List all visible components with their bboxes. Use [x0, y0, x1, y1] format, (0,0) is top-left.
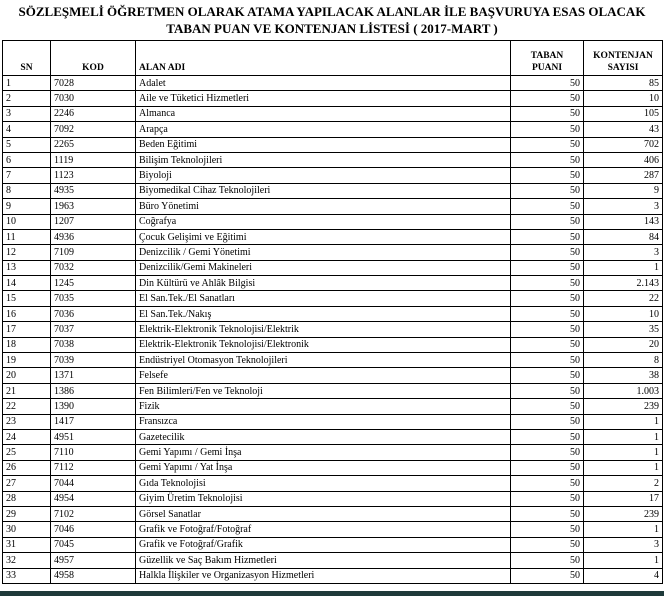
cell-sn: 10: [3, 214, 51, 229]
table-row: [3, 168, 663, 183]
cell-taban-puani: 50: [511, 460, 584, 475]
table-row: [3, 476, 663, 491]
cell-alan-adi: Gazetecilik: [136, 429, 511, 444]
cell-kontenjan-sayisi: 2: [584, 476, 663, 491]
cell-kod: 7102: [51, 506, 136, 521]
header-kontenjan-line-2: SAYISI: [607, 63, 639, 73]
table-row: [3, 337, 663, 352]
cell-alan-adi: Gemi Yapımı / Yat İnşa: [136, 460, 511, 475]
cell-alan-adi: Bilişim Teknolojileri: [136, 152, 511, 167]
table-row: [3, 152, 663, 167]
cell-kod: 1123: [51, 168, 136, 183]
cell-alan-adi: Coğrafya: [136, 214, 511, 229]
cell-kontenjan-sayisi: 1.003: [584, 383, 663, 398]
cell-kod: 1119: [51, 152, 136, 167]
header-taban-line-2: PUANI: [531, 63, 563, 73]
cell-sn: 8: [3, 183, 51, 198]
cell-kontenjan-sayisi: 1: [584, 553, 663, 568]
cell-sn: 29: [3, 506, 51, 521]
cell-alan-adi: Din Kültürü ve Ahlâk Bilgisi: [136, 276, 511, 291]
table-row: [3, 291, 663, 306]
cell-kod: 7038: [51, 337, 136, 352]
cell-kontenjan-sayisi: 143: [584, 214, 663, 229]
cell-alan-adi: Adalet: [136, 76, 511, 91]
cell-alan-adi: Biyomedikal Cihaz Teknolojileri: [136, 183, 511, 198]
cell-sn: 33: [3, 568, 51, 583]
table-row: [3, 245, 663, 260]
cell-taban-puani: 50: [511, 491, 584, 506]
table-row: [3, 491, 663, 506]
cell-alan-adi: Almanca: [136, 106, 511, 121]
table-row: [3, 183, 663, 198]
header-kontenjan-sayisi: [584, 41, 663, 76]
cell-alan-adi: Fizik: [136, 399, 511, 414]
table-row: [3, 322, 663, 337]
cell-sn: 27: [3, 476, 51, 491]
cell-kod: 7037: [51, 322, 136, 337]
cell-taban-puani: 50: [511, 276, 584, 291]
cell-kontenjan-sayisi: 1: [584, 260, 663, 275]
cell-taban-puani: 50: [511, 368, 584, 383]
cell-sn: 19: [3, 353, 51, 368]
cell-taban-puani: 50: [511, 353, 584, 368]
cell-taban-puani: 50: [511, 445, 584, 460]
cell-kontenjan-sayisi: 85: [584, 76, 663, 91]
cell-kod: 4936: [51, 229, 136, 244]
cell-sn: 16: [3, 306, 51, 321]
cell-taban-puani: 50: [511, 76, 584, 91]
cell-kontenjan-sayisi: 10: [584, 91, 663, 106]
cell-kod: 7039: [51, 353, 136, 368]
cell-sn: 28: [3, 491, 51, 506]
cell-kontenjan-sayisi: 9: [584, 183, 663, 198]
table-row: [3, 137, 663, 152]
table-row: [3, 260, 663, 275]
table-row: [3, 199, 663, 214]
cell-kontenjan-sayisi: 105: [584, 106, 663, 121]
cell-kontenjan-sayisi: 20: [584, 337, 663, 352]
cell-sn: 30: [3, 522, 51, 537]
cell-taban-puani: 50: [511, 229, 584, 244]
cell-alan-adi: Grafik ve Fotoğraf/Fotoğraf: [136, 522, 511, 537]
cell-sn: 31: [3, 537, 51, 552]
cell-kod: 7046: [51, 522, 136, 537]
cell-alan-adi: Denizcilik / Gemi Yönetimi: [136, 245, 511, 260]
cell-taban-puani: 50: [511, 399, 584, 414]
cell-kontenjan-sayisi: 4: [584, 568, 663, 583]
table-row: [3, 383, 663, 398]
cell-kontenjan-sayisi: 3: [584, 199, 663, 214]
table-row: [3, 276, 663, 291]
table-row: [3, 522, 663, 537]
header-kontenjan-line-1: KONTENJAN: [593, 51, 653, 61]
table-row: [3, 306, 663, 321]
cell-kod: 4954: [51, 491, 136, 506]
cell-alan-adi: Giyim Üretim Teknolojisi: [136, 491, 511, 506]
table-row: [3, 414, 663, 429]
title-line-1: SÖZLEŞMELİ ÖĞRETMEN OLARAK ATAMA YAPILACAK ALANLAR İLE BAŞVURUYA ESAS OLACAK: [18, 4, 646, 19]
document-title: [0, 0, 664, 40]
table-row: [3, 229, 663, 244]
table-row: [3, 537, 663, 552]
header-taban-line-1: TABAN: [530, 51, 564, 61]
cell-kontenjan-sayisi: 10: [584, 306, 663, 321]
table-row: [3, 429, 663, 444]
cell-taban-puani: 50: [511, 537, 584, 552]
cell-kod: 7032: [51, 260, 136, 275]
table-row: [3, 553, 663, 568]
cell-sn: 25: [3, 445, 51, 460]
cell-kontenjan-sayisi: 38: [584, 368, 663, 383]
cell-kod: 7044: [51, 476, 136, 491]
cell-taban-puani: 50: [511, 91, 584, 106]
cell-taban-puani: 50: [511, 429, 584, 444]
cell-sn: 21: [3, 383, 51, 398]
cell-kod: 7092: [51, 122, 136, 137]
cell-taban-puani: 50: [511, 383, 584, 398]
cell-alan-adi: Biyoloji: [136, 168, 511, 183]
cell-taban-puani: 50: [511, 106, 584, 121]
table-row: [3, 106, 663, 121]
cell-alan-adi: Aile ve Tüketici Hizmetleri: [136, 91, 511, 106]
cell-taban-puani: 50: [511, 414, 584, 429]
cell-sn: 13: [3, 260, 51, 275]
cell-kod: 4958: [51, 568, 136, 583]
cell-alan-adi: Elektrik-Elektronik Teknolojisi/Elektrik: [136, 322, 511, 337]
cell-sn: 2: [3, 91, 51, 106]
cell-alan-adi: Fransızca: [136, 414, 511, 429]
cell-sn: 24: [3, 429, 51, 444]
cell-kontenjan-sayisi: 22: [584, 291, 663, 306]
cell-taban-puani: 50: [511, 168, 584, 183]
header-kod: KOD: [51, 41, 136, 76]
cell-kontenjan-sayisi: 3: [584, 245, 663, 260]
cell-alan-adi: Denizcilik/Gemi Makineleri: [136, 260, 511, 275]
table-row: [3, 122, 663, 137]
cell-kontenjan-sayisi: 8: [584, 353, 663, 368]
cell-kontenjan-sayisi: 287: [584, 168, 663, 183]
cell-kontenjan-sayisi: 239: [584, 506, 663, 521]
cell-alan-adi: Gemi Yapımı / Gemi İnşa: [136, 445, 511, 460]
table-row: [3, 76, 663, 91]
cell-kod: 7030: [51, 91, 136, 106]
cell-sn: 7: [3, 168, 51, 183]
cell-taban-puani: 50: [511, 260, 584, 275]
table-row: [3, 460, 663, 475]
cell-sn: 1: [3, 76, 51, 91]
cell-kod: 2246: [51, 106, 136, 121]
cell-alan-adi: Beden Eğitimi: [136, 137, 511, 152]
cell-kod: 1963: [51, 199, 136, 214]
title-line-2: TABAN PUAN VE KONTENJAN LİSTESİ ( 2017-MART ): [166, 21, 498, 36]
cell-kontenjan-sayisi: 17: [584, 491, 663, 506]
cell-taban-puani: 50: [511, 199, 584, 214]
cell-sn: 23: [3, 414, 51, 429]
cell-kontenjan-sayisi: 239: [584, 399, 663, 414]
cell-taban-puani: 50: [511, 306, 584, 321]
bottom-edge-bar: [0, 591, 664, 596]
cell-taban-puani: 50: [511, 152, 584, 167]
cell-kontenjan-sayisi: 3: [584, 537, 663, 552]
cell-alan-adi: Fen Bilimleri/Fen ve Teknoloji: [136, 383, 511, 398]
cell-kontenjan-sayisi: 1: [584, 522, 663, 537]
cell-sn: 18: [3, 337, 51, 352]
cell-kod: 1245: [51, 276, 136, 291]
table-header-row: [3, 41, 663, 76]
cell-kontenjan-sayisi: 84: [584, 229, 663, 244]
cell-sn: 32: [3, 553, 51, 568]
cell-alan-adi: Görsel Sanatlar: [136, 506, 511, 521]
cell-taban-puani: 50: [511, 291, 584, 306]
cell-kod: 1371: [51, 368, 136, 383]
cell-kod: 4957: [51, 553, 136, 568]
cell-kod: 1417: [51, 414, 136, 429]
cell-alan-adi: El San.Tek./El Sanatları: [136, 291, 511, 306]
cell-kontenjan-sayisi: 702: [584, 137, 663, 152]
cell-kontenjan-sayisi: 43: [584, 122, 663, 137]
cell-kod: 7110: [51, 445, 136, 460]
cell-alan-adi: El San.Tek./Nakış: [136, 306, 511, 321]
cell-kod: 1207: [51, 214, 136, 229]
cell-kontenjan-sayisi: 2.143: [584, 276, 663, 291]
cell-kod: 7045: [51, 537, 136, 552]
cell-taban-puani: 50: [511, 337, 584, 352]
cell-alan-adi: Gıda Teknolojisi: [136, 476, 511, 491]
cell-alan-adi: Büro Yönetimi: [136, 199, 511, 214]
table-row: [3, 506, 663, 521]
cell-alan-adi: Grafik ve Fotoğraf/Grafik: [136, 537, 511, 552]
cell-sn: 6: [3, 152, 51, 167]
cell-kod: 7035: [51, 291, 136, 306]
cell-taban-puani: 50: [511, 322, 584, 337]
cell-sn: 14: [3, 276, 51, 291]
cell-alan-adi: Halkla İlişkiler ve Organizasyon Hizmetleri: [136, 568, 511, 583]
cell-kod: 2265: [51, 137, 136, 152]
cell-taban-puani: 50: [511, 183, 584, 198]
header-taban-puani: [511, 41, 584, 76]
cell-sn: 26: [3, 460, 51, 475]
cell-taban-puani: 50: [511, 522, 584, 537]
table-row: [3, 368, 663, 383]
cell-kontenjan-sayisi: 35: [584, 322, 663, 337]
cell-sn: 5: [3, 137, 51, 152]
cell-sn: 9: [3, 199, 51, 214]
cell-taban-puani: 50: [511, 568, 584, 583]
cell-taban-puani: 50: [511, 122, 584, 137]
cell-kod: 7112: [51, 460, 136, 475]
cell-taban-puani: 50: [511, 137, 584, 152]
cell-kod: 7028: [51, 76, 136, 91]
cell-sn: 20: [3, 368, 51, 383]
table-row: [3, 91, 663, 106]
cell-taban-puani: 50: [511, 476, 584, 491]
table-row: [3, 399, 663, 414]
table-row: [3, 353, 663, 368]
cell-sn: 11: [3, 229, 51, 244]
cell-sn: 22: [3, 399, 51, 414]
cell-alan-adi: Felsefe: [136, 368, 511, 383]
cell-alan-adi: Çocuk Gelişimi ve Eğitimi: [136, 229, 511, 244]
cell-sn: 12: [3, 245, 51, 260]
table-row: [3, 445, 663, 460]
cell-kod: 7109: [51, 245, 136, 260]
cell-taban-puani: 50: [511, 506, 584, 521]
cell-kontenjan-sayisi: 1: [584, 414, 663, 429]
cell-alan-adi: Güzellik ve Saç Bakım Hizmetleri: [136, 553, 511, 568]
cell-alan-adi: Arapça: [136, 122, 511, 137]
cell-sn: 3: [3, 106, 51, 121]
cell-taban-puani: 50: [511, 553, 584, 568]
cell-kod: 7036: [51, 306, 136, 321]
cell-kontenjan-sayisi: 1: [584, 445, 663, 460]
cell-sn: 4: [3, 122, 51, 137]
cell-kod: 4935: [51, 183, 136, 198]
cell-kod: 1390: [51, 399, 136, 414]
cell-taban-puani: 50: [511, 245, 584, 260]
cell-taban-puani: 50: [511, 214, 584, 229]
cell-kontenjan-sayisi: 1: [584, 429, 663, 444]
cell-kod: 4951: [51, 429, 136, 444]
cell-kontenjan-sayisi: 406: [584, 152, 663, 167]
cell-kod: 1386: [51, 383, 136, 398]
quota-table: [2, 40, 663, 584]
cell-alan-adi: Elektrik-Elektronik Teknolojisi/Elektronik: [136, 337, 511, 352]
cell-sn: 15: [3, 291, 51, 306]
header-sn: SN: [3, 41, 51, 76]
header-alan-adi: ALAN ADI: [136, 41, 511, 76]
cell-kontenjan-sayisi: 1: [584, 460, 663, 475]
table-row: [3, 214, 663, 229]
cell-sn: 17: [3, 322, 51, 337]
cell-alan-adi: Endüstriyel Otomasyon Teknolojileri: [136, 353, 511, 368]
table-row: [3, 568, 663, 583]
